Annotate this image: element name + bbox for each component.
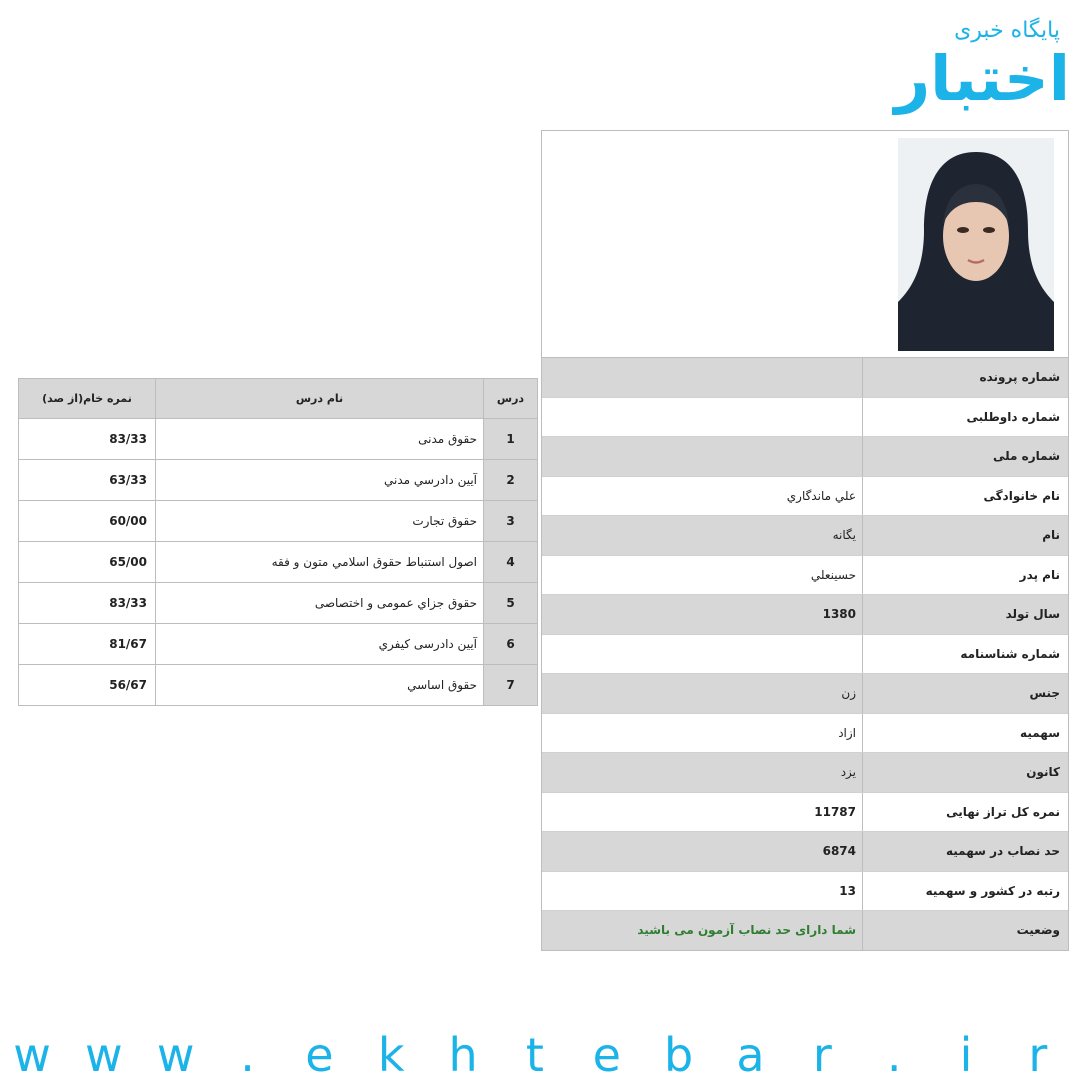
grade-row [19, 624, 537, 665]
info-row [542, 595, 1068, 635]
info-label: رتبه در کشور و سهمیه [862, 872, 1068, 911]
grade-raw-score: 81/67 [109, 637, 147, 651]
url-char: w [156, 1028, 195, 1082]
grade-row [19, 665, 537, 705]
info-value: 13 [839, 883, 856, 898]
site-logo [870, 14, 1070, 132]
grade-course-name: اصول استنباط حقوق اسلامي متون و فقه [155, 542, 483, 582]
grade-index: 3 [483, 501, 537, 541]
info-value: 11787 [814, 804, 856, 819]
info-value: شما دارای حد نصاب آزمون می باشید [637, 923, 856, 938]
info-row [542, 635, 1068, 675]
info-label: جنس [862, 674, 1068, 713]
grade-index: 4 [483, 542, 537, 582]
info-label: شماره ملی [862, 437, 1068, 476]
header-index: درس [483, 379, 537, 418]
info-row [542, 753, 1068, 793]
info-row [542, 674, 1068, 714]
info-row [542, 477, 1068, 517]
logo-subtitle: پایگاه خبری [954, 18, 1060, 43]
footer-url [0, 1030, 1080, 1080]
grades-table [18, 378, 538, 706]
info-label: کانون [862, 753, 1068, 792]
grade-raw-score: 63/33 [109, 473, 147, 487]
grade-course-name: حقوق مدنی [155, 419, 483, 459]
url-char: h [448, 1028, 478, 1082]
url-char: b [663, 1028, 694, 1082]
info-row [542, 793, 1068, 833]
url-char: e [305, 1028, 334, 1082]
info-row [542, 911, 1068, 950]
url-char: k [377, 1028, 405, 1082]
info-label: نام پدر [862, 556, 1068, 595]
info-label: حد نصاب در سهمیه [862, 832, 1068, 871]
info-label: سال تولد [862, 595, 1068, 634]
url-char: i [959, 1028, 973, 1082]
info-row [542, 714, 1068, 754]
url-char: w [85, 1028, 123, 1082]
info-value [542, 358, 862, 397]
grade-course-name: حقوق اساسي [155, 665, 483, 705]
grade-raw-score: 83/33 [109, 596, 147, 610]
info-row [542, 398, 1068, 438]
info-label: سهمیه [862, 714, 1068, 753]
grade-index: 6 [483, 624, 537, 664]
url-char: a [736, 1028, 765, 1082]
url-char: r [1028, 1028, 1048, 1082]
photo-cell [542, 131, 1068, 358]
info-value: یزد [840, 765, 856, 780]
info-value: يگانه [832, 528, 856, 543]
url-char: w [13, 1028, 51, 1082]
info-label: شماره داوطلبی [862, 398, 1068, 437]
header-raw-score: نمره خام(از صد) [42, 392, 132, 405]
grade-row [19, 460, 537, 501]
info-label: شماره شناسنامه [862, 635, 1068, 674]
info-label: وضعیت [862, 911, 1068, 950]
info-row [542, 358, 1068, 398]
grade-index: 7 [483, 665, 537, 705]
url-char: e [592, 1028, 621, 1082]
info-value [542, 398, 862, 437]
candidate-info-panel [541, 130, 1069, 951]
grade-row [19, 542, 537, 583]
info-value [542, 437, 862, 476]
grades-table-header [19, 379, 537, 419]
url-char: . [886, 1028, 902, 1082]
info-value: حسينعلي [810, 567, 856, 582]
info-value: علي ماندگاري [786, 488, 856, 503]
info-label: نام خانوادگی [862, 477, 1068, 516]
url-char: . [240, 1028, 255, 1082]
candidate-photo [898, 138, 1054, 351]
info-value: ازاد [838, 725, 856, 740]
info-value: زن [841, 686, 856, 701]
grade-index: 2 [483, 460, 537, 500]
grade-raw-score: 56/67 [109, 678, 147, 692]
grade-index: 5 [483, 583, 537, 623]
grade-raw-score: 60/00 [109, 514, 147, 528]
info-row [542, 516, 1068, 556]
grade-index: 1 [483, 419, 537, 459]
info-label: نام [862, 516, 1068, 555]
info-row [542, 437, 1068, 477]
info-value: 6874 [822, 844, 856, 859]
info-row [542, 872, 1068, 912]
grade-row [19, 501, 537, 542]
info-row [542, 556, 1068, 596]
grade-row [19, 583, 537, 624]
info-label: نمره کل تراز نهایی [862, 793, 1068, 832]
grade-course-name: حقوق جزاي عمومی و اختصاصی [155, 583, 483, 623]
grade-course-name: آيين دادرسي مدني [155, 460, 483, 500]
header-course-name: نام درس [155, 379, 483, 418]
info-label: شماره پرونده [862, 358, 1068, 397]
grade-raw-score: 65/00 [109, 555, 147, 569]
info-value [542, 635, 862, 674]
url-char: t [525, 1028, 544, 1082]
grade-course-name: آيين دادرسی کیفري [155, 624, 483, 664]
grade-raw-score: 83/33 [109, 432, 147, 446]
grade-row [19, 419, 537, 460]
info-row [542, 832, 1068, 872]
grade-course-name: حقوق تجارت [155, 501, 483, 541]
url-char: r [812, 1028, 832, 1082]
logo-name: اختبار [894, 42, 1070, 115]
info-value: 1380 [822, 607, 856, 622]
